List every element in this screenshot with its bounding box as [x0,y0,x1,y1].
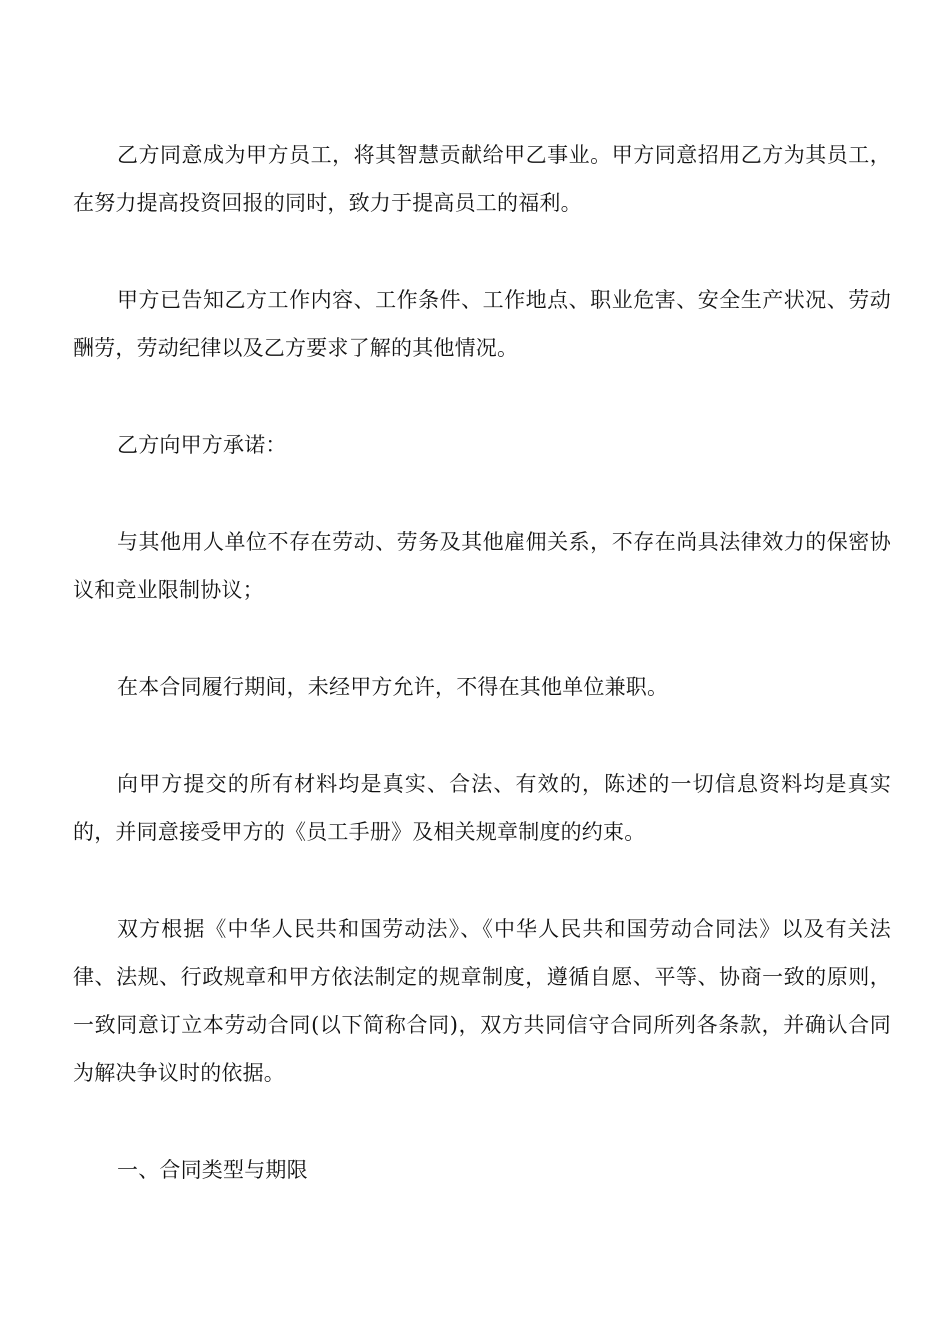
section-heading-contract-type: 一、合同类型与期限 [117,1158,308,1182]
document-body [73,131,891,1194]
paragraph-legal-basis: 双方根据《中华人民共和国劳动法》、《中华人民共和国劳动合同法》以及有关法律、法规、行政规章和甲方依法制定的规章制度，遵循自愿、平等、协商一致的原则，一致同意订立本劳动合同(以下简称合同)，双方共同信守合同所列各条款，并确认合同为解决争议时的依据。 [73,917,891,1085]
paragraph-no-part-time: 在本合同履行期间，未经甲方允许，不得在其他单位兼职。 [117,675,669,699]
paragraph-promise-intro: 乙方向甲方承诺： [117,433,287,457]
paragraph-informed: 甲方已告知乙方工作内容、工作条件、工作地点、职业危害、安全生产状况、劳动酬劳，劳动纪律以及乙方要求了解的其他情况。 [73,288,891,360]
paragraph-true-materials: 向甲方提交的所有材料均是真实、合法、有效的，陈述的一切信息资料均是真实的，并同意接受甲方的《员工手册》及相关规章制度的约束。 [73,772,891,844]
paragraph-consent: 乙方同意成为甲方员工，将其智慧贡献给甲乙事业。甲方同意招用乙方为其员工，在努力提高投资回报的同时，致力于提高员工的福利。 [73,143,891,215]
paragraph-no-other-employment: 与其他用人单位不存在劳动、劳务及其他雇佣关系，不存在尚具法律效力的保密协议和竞业限制协议； [73,530,891,602]
